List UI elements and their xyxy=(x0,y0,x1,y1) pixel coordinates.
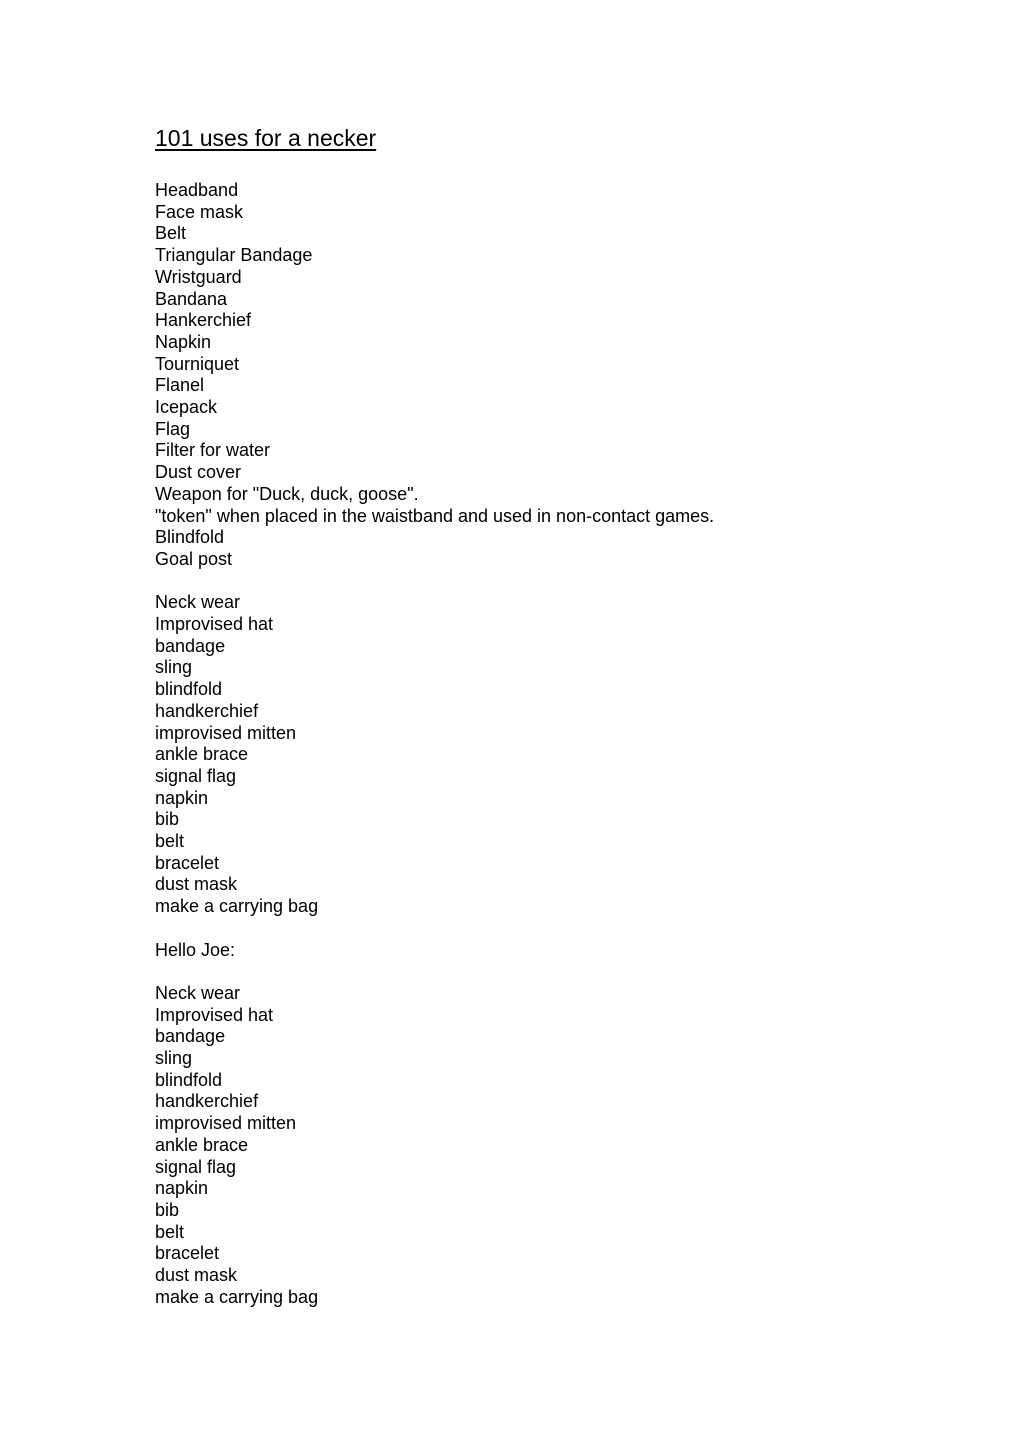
list-item: Hankerchief xyxy=(155,310,252,331)
uses-list-second xyxy=(155,592,975,918)
paragraph-gap xyxy=(155,961,975,983)
list-item: Wristguard xyxy=(155,266,242,287)
list-item: bracelet xyxy=(155,1243,220,1264)
list-item: bracelet xyxy=(155,852,220,873)
list-item: Triangular Bandage xyxy=(155,245,313,266)
list-item: dust mask xyxy=(155,1265,238,1286)
list-item: Face mask xyxy=(155,201,244,222)
list-item: Headband xyxy=(155,180,239,200)
list-item: Napkin xyxy=(155,331,212,352)
list-item: Bandana xyxy=(155,288,228,309)
list-item: signal flag xyxy=(155,1156,237,1177)
list-item: bandage xyxy=(155,1026,226,1047)
list-item: Weapon for "Duck, duck, goose". xyxy=(155,483,419,504)
list-item: improvised mitten xyxy=(155,1113,297,1134)
list-item: ankle brace xyxy=(155,1134,249,1155)
list-item: improvised mitten xyxy=(155,722,297,743)
list-item: napkin xyxy=(155,787,209,808)
list-item: handkerchief xyxy=(155,1091,259,1112)
list-item: Belt xyxy=(155,223,187,244)
list-item: make a carrying bag xyxy=(155,896,319,917)
list-item: sling xyxy=(155,657,193,678)
list-item: "token" when placed in the waistband and used in non-contact games. xyxy=(155,505,715,526)
greeting-line: Hello Joe: xyxy=(155,939,236,960)
list-item: signal flag xyxy=(155,765,237,786)
list-item: handkerchief xyxy=(155,700,259,721)
list-item: napkin xyxy=(155,1178,209,1199)
uses-list-third xyxy=(155,983,975,1309)
list-item: dust mask xyxy=(155,874,238,895)
list-item: Icepack xyxy=(155,397,218,418)
list-item: Improvised hat xyxy=(155,1004,274,1025)
document-title: 101 uses for a necker xyxy=(155,125,377,151)
list-item: bandage xyxy=(155,635,226,656)
list-item: belt xyxy=(155,831,185,852)
list-item: Flag xyxy=(155,418,191,439)
list-item: blindfold xyxy=(155,679,223,700)
paragraph-gap xyxy=(155,918,975,940)
list-item: Neck wear xyxy=(155,982,241,1003)
list-item: sling xyxy=(155,1048,193,1069)
paragraph-gap xyxy=(155,571,975,593)
list-item: ankle brace xyxy=(155,744,249,765)
list-item: Tourniquet xyxy=(155,353,240,374)
list-item: Goal post xyxy=(155,548,233,569)
list-item: Dust cover xyxy=(155,462,242,483)
list-item: Filter for water xyxy=(155,440,271,461)
list-item: Neck wear xyxy=(155,592,241,613)
list-item: Improvised hat xyxy=(155,614,274,635)
list-item: bib xyxy=(155,1200,180,1220)
list-item: make a carrying bag xyxy=(155,1286,319,1307)
list-item: belt xyxy=(155,1221,185,1242)
list-item: Blindfold xyxy=(155,527,225,548)
list-item: Flanel xyxy=(155,375,205,396)
list-item: blindfold xyxy=(155,1069,223,1090)
list-item: bib xyxy=(155,809,180,830)
document-content xyxy=(155,124,975,1309)
uses-list-first xyxy=(155,180,975,571)
